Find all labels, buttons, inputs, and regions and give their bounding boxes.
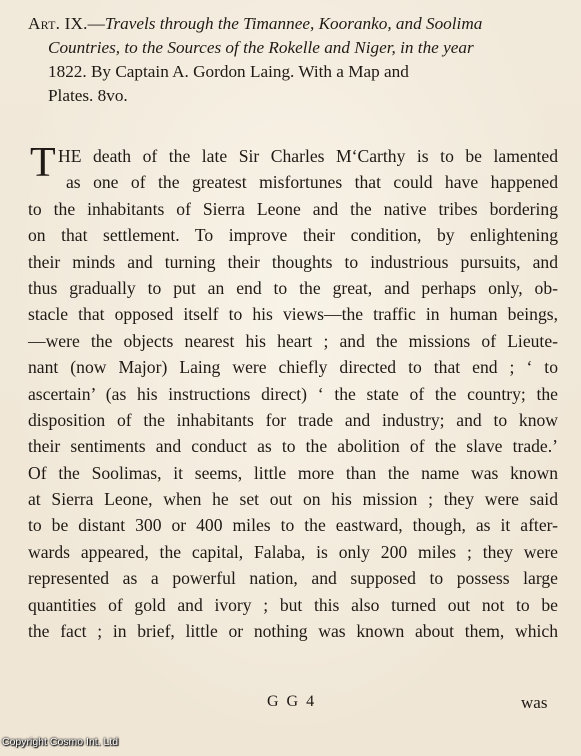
body-line: disposition of the inhabitants for trade and industry; and to know (28, 409, 558, 430)
heading-dash: — (87, 14, 105, 33)
body-line-2-wrap (66, 169, 558, 195)
body-line: to the inhabitants of Sierra Leone and the native tribes bordering (28, 198, 558, 219)
body-line: HE death of the late Sir Charles M‘Carthy is to be lamented (58, 146, 558, 166)
article-number: Art. IX. (28, 14, 88, 33)
body-line: on that settlement. To improve their condition, by enlightening (28, 225, 558, 246)
body-line: thus gradually to put an end to the great, and perhaps only, ob- (28, 277, 558, 298)
body-line: their minds and turning their thoughts to industrious pursuits, and (28, 251, 558, 272)
body-line: wards appeared, the capital, Falaba, is only 200 miles ; they were (28, 541, 558, 562)
body-text (28, 196, 558, 645)
signature-mark: G G 4 (267, 693, 317, 710)
drop-cap: T (30, 140, 56, 186)
body-line: Of the Soolimas, it seems, little more than the name was known (28, 462, 558, 483)
body-line: the fact ; in brief, little or nothing was known about them, which (28, 621, 558, 642)
body-line: stacle that opposed itself to his views—the traffic in human beings, (28, 304, 558, 325)
body-line: nant (now Major) Laing were chiefly directed to that end ; ‘ to (28, 357, 558, 378)
body-line: quantities of gold and ivory ; but this also turned out not to be (28, 594, 558, 615)
article-title-line-2: Countries, to the Sources of the Rokelle and Niger, in the year (48, 38, 474, 57)
article-title-line-1: Travels through the Timannee, Kooranko, and Soolima (104, 14, 483, 33)
article-heading (28, 12, 558, 108)
article-heading-line-3: 1822. By Captain A. Gordon Laing. With a Map and (48, 62, 409, 81)
article-heading-line-4: Plates. 8vo. (48, 86, 128, 105)
body-line: to be distant 300 or 400 miles to the eastward, though, as it after- (28, 515, 558, 536)
catchword: was (521, 693, 548, 712)
body-line: as one of the greatest misfortunes that could have happened (66, 172, 558, 193)
copyright-watermark: Copyright Cosmo Int. Ltd (2, 736, 119, 748)
body-line: represented as a powerful nation, and supposed to possess large (28, 568, 558, 589)
body-line: ascertain’ (as his instructions direct) ‘ the state of the country; the (28, 383, 558, 404)
body-line: —were the objects nearest his heart ; and the missions of Lieute- (28, 330, 558, 351)
body-line: at Sierra Leone, when he set out on his mission ; they were said (28, 489, 558, 510)
body-line-1-wrap (58, 143, 558, 169)
body-line: their sentiments and conduct as to the abolition of the slave trade.’ (28, 436, 558, 457)
